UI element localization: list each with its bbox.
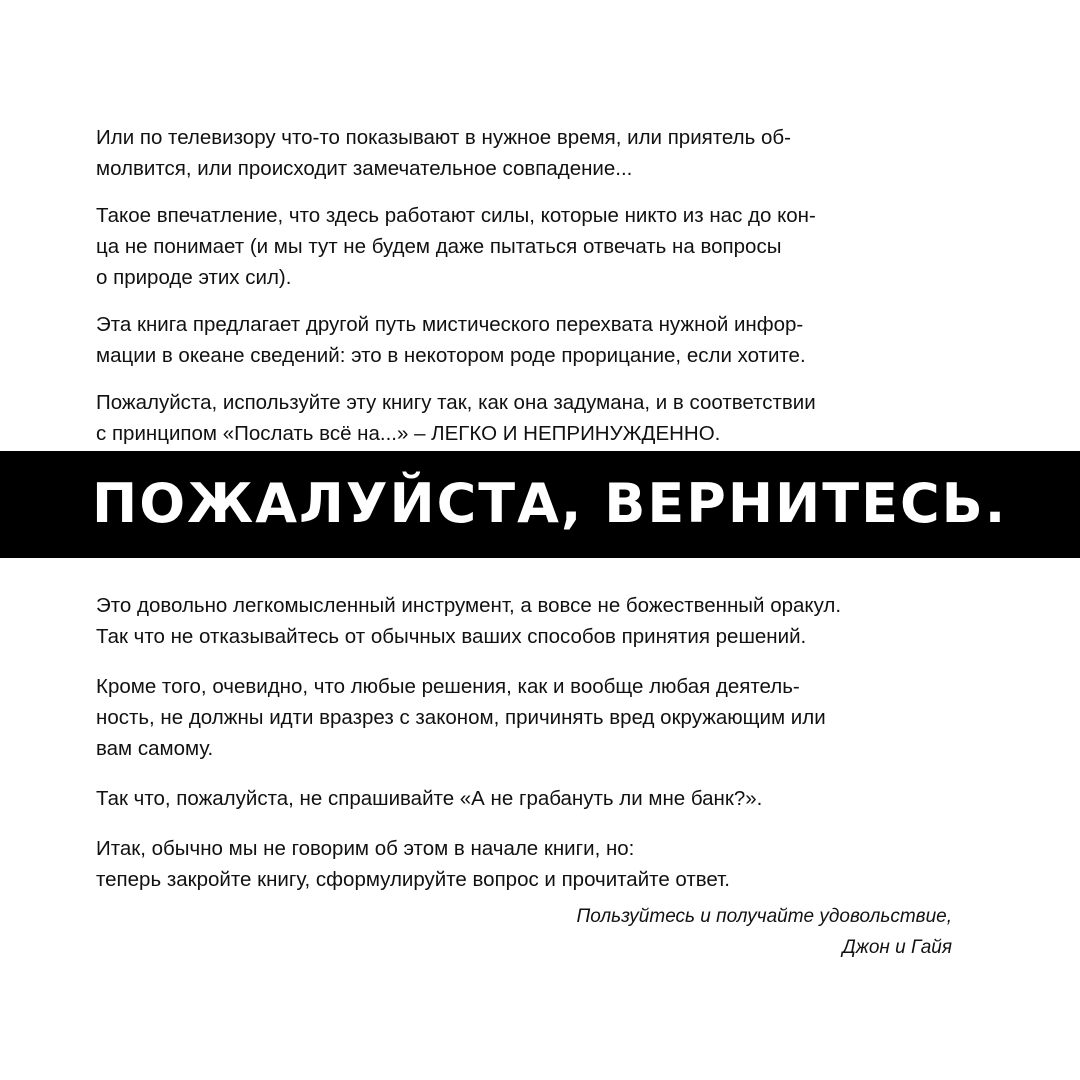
text-line: Так что не отказывайтесь от обычных ваших способов принятия решений. xyxy=(96,625,807,648)
text-line: Пожалуйста, используйте эту книгу так, как она задумана, и в соответствии xyxy=(96,391,816,414)
paragraph xyxy=(96,833,976,895)
paragraph xyxy=(96,671,976,764)
paragraph xyxy=(96,783,976,814)
banner-heading: ПОЖАЛУЙСТА, ВЕРНИТЕСЬ. xyxy=(92,472,1008,535)
text-line: с принципом «Послать всё на...» – ЛЕГКО И НЕПРИНУЖДЕННО. xyxy=(96,422,721,445)
paragraph xyxy=(96,200,976,293)
intro-text-block xyxy=(96,122,976,449)
text-line: о природе этих сил). xyxy=(96,266,292,289)
text-line: Итак, обычно мы не говорим об этом в начале книги, но: xyxy=(96,837,635,860)
text-line: молвится, или происходит замечательное совпадение... xyxy=(96,157,633,180)
paragraph xyxy=(96,387,976,449)
text-line: мации в океане сведений: это в некотором роде прорицание, если хотите. xyxy=(96,344,806,367)
headline-banner xyxy=(0,451,1080,558)
text-line: теперь закройте книгу, сформулируйте вопрос и прочитайте ответ. xyxy=(96,868,730,891)
text-line: ца не понимает (и мы тут не будем даже пытаться отвечать на вопросы xyxy=(96,235,782,258)
text-line: Кроме того, очевидно, что любые решения, как и вообще любая деятель- xyxy=(96,675,800,698)
text-line: Или по телевизору что-то показывают в нужное время, или приятель об- xyxy=(96,126,791,149)
text-line: Эта книга предлагает другой путь мистического перехвата нужной инфор- xyxy=(96,313,804,336)
signature-line: Пользуйтесь и получайте удовольствие, xyxy=(576,906,952,927)
paragraph xyxy=(96,309,976,371)
text-line: Так что, пожалуйста, не спрашивайте «А не грабануть ли мне банк?». xyxy=(96,787,763,810)
disclaimer-text-block xyxy=(96,590,976,895)
paragraph xyxy=(96,590,976,652)
text-line: ность, не должны идти вразрез с законом, причинять вред окружающим или xyxy=(96,706,826,729)
text-line: Это довольно легкомысленный инструмент, а вовсе не божественный оракул. xyxy=(96,594,842,617)
signature xyxy=(576,901,952,963)
signature-names: Джон и Гайя xyxy=(842,937,952,958)
paragraph xyxy=(96,122,976,184)
text-line: вам самому. xyxy=(96,737,214,760)
text-line: Такое впечатление, что здесь работают силы, которые никто из нас до кон- xyxy=(96,204,816,227)
